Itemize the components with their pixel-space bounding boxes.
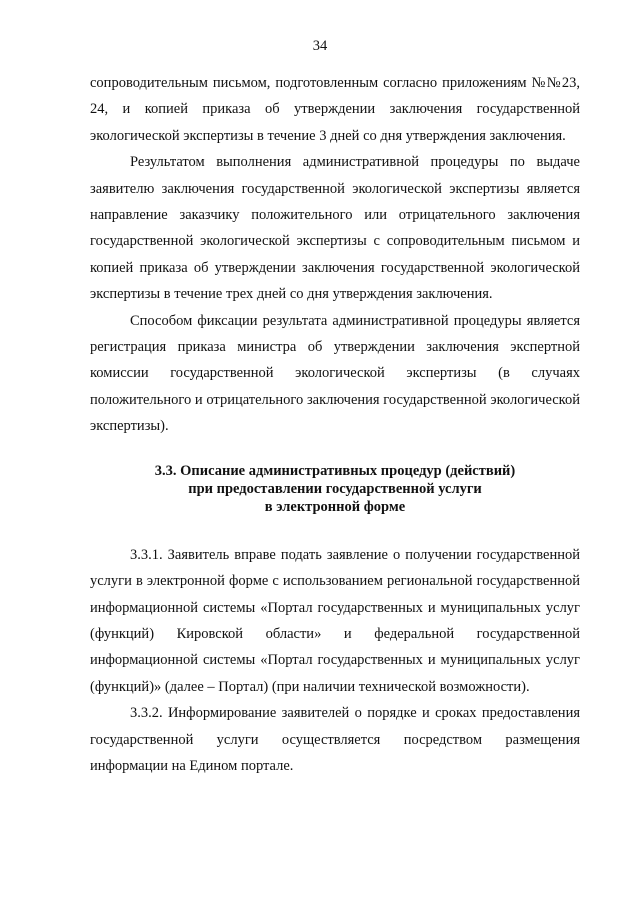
section-heading bbox=[90, 462, 580, 516]
document-body bbox=[90, 70, 580, 779]
page-number: 34 bbox=[312, 38, 328, 54]
section-heading-line-1: 3.3. Описание административных процедур (действий) bbox=[154, 462, 516, 479]
paragraph-result: Результатом выполнения административной процедуры по выдаче заявителю заключения государственной экологической экспертизы является направление заказчику положительного или отрицательного заключения государственной экологической экспертизы с сопроводительным письмом и копией приказа об утверждении заключения государственной экологической экспертизы в течение трех дней со дня утверждения заключения. bbox=[90, 154, 580, 303]
paragraph-3-3-1: 3.3.1. Заявитель вправе подать заявление о получении государственной услуги в электронной форме с использованием региональной государственной информационной системы «Портал государственных и муниципальных услуг (функций) Кировской области» и федеральной государственной информационной системы «Портал государственных и муниципальных услуг (функций)» (далее – Портал) (при наличии технической возможности). bbox=[90, 546, 580, 695]
paragraph-fixation: Способом фиксации результата административной процедуры является регистрация приказа министра об утверждении заключения экспертной комиссии государственной экологической экспертизы (в случаях положительного и отрицательного заключения государственной экологической экспертизы). bbox=[90, 312, 580, 435]
section-heading-line-3: в электронной форме bbox=[264, 498, 406, 515]
paragraph-3-3-2: 3.3.2. Информирование заявителей о порядке и сроках предоставления государственной услуги осуществляется посредством размещения информации на Едином портале. bbox=[90, 705, 580, 774]
section-heading-line-2: при предоставлении государственной услуги bbox=[188, 480, 482, 497]
paragraph-continuation: сопроводительным письмом, подготовленным согласно приложениям №№23, 24, и копией приказа об утверждении заключения государственной экологической экспертизы в течение 3 дней со дня утверждения заключения. bbox=[90, 75, 580, 144]
